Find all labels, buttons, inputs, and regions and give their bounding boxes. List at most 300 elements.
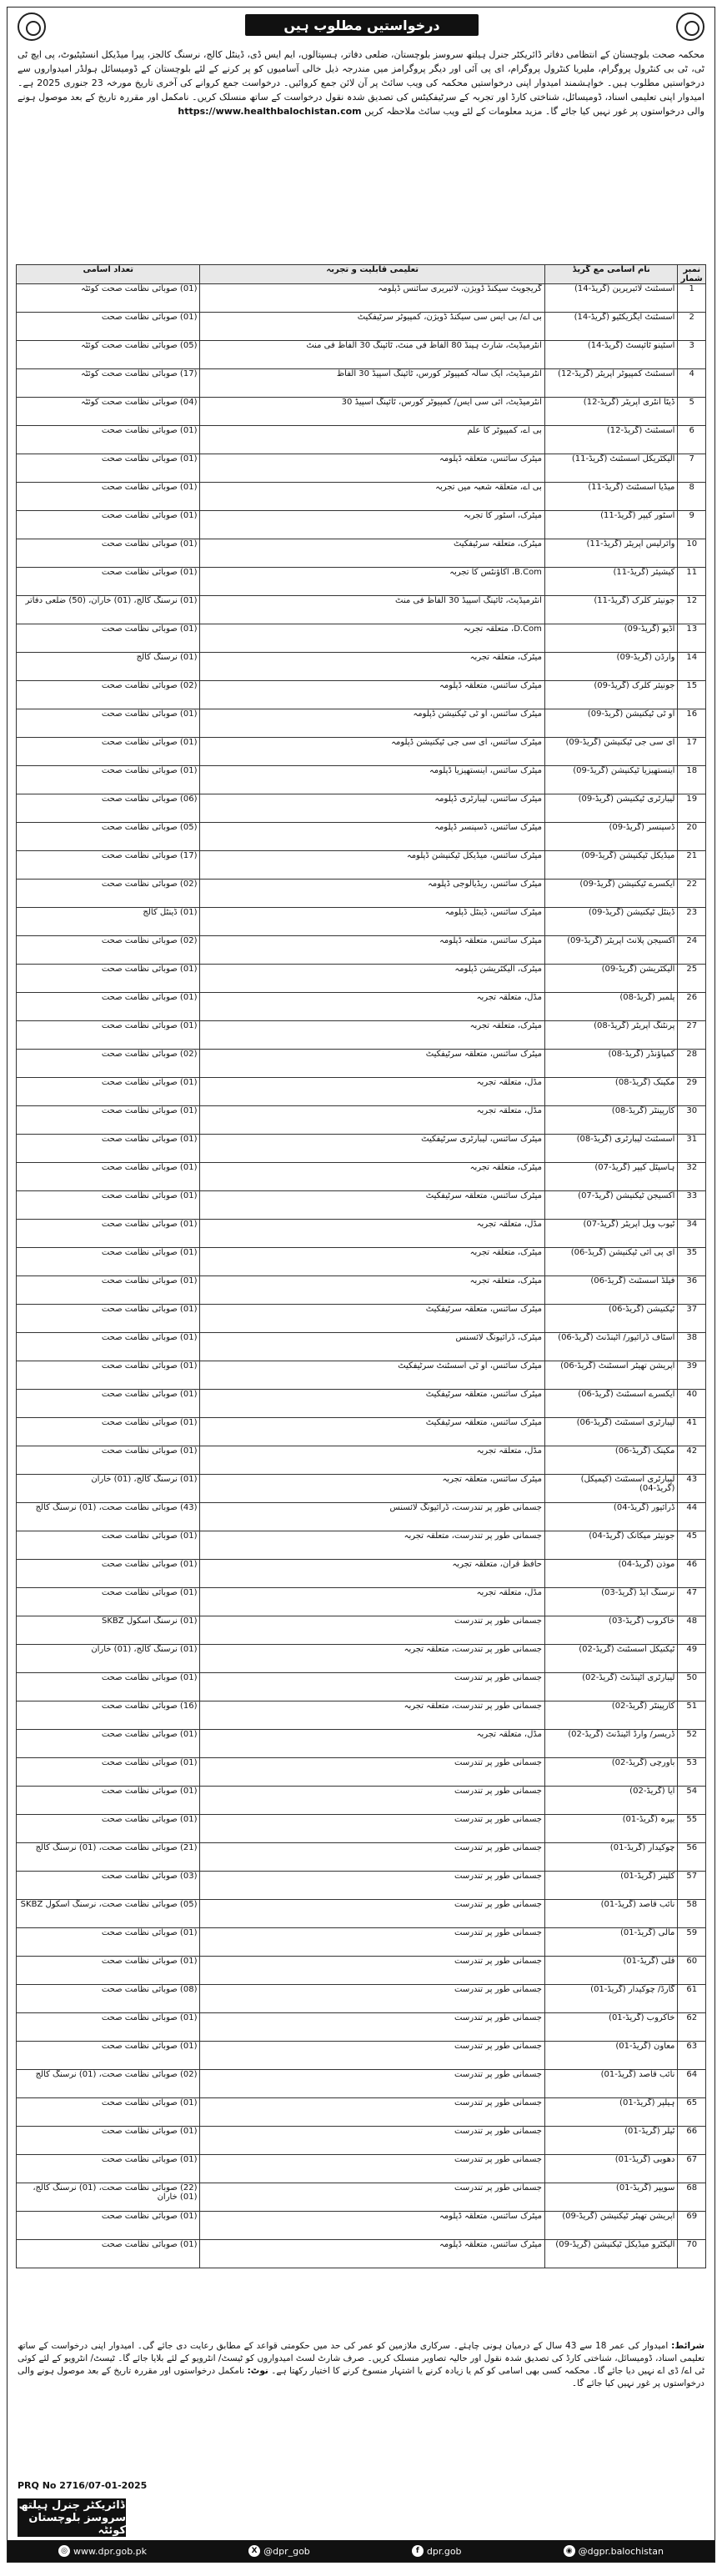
row-qualification: مڈل، متعلقہ تجربہ [200, 1446, 544, 1475]
row-serial: 27 [678, 1021, 706, 1050]
row-seats: (01) صوبائی نظامت صحت [17, 738, 200, 766]
row-qualification: میٹرک سائنس، میڈیکل ٹیکنیشن ڈپلومہ [200, 851, 544, 880]
row-qualification: میٹرک سائنس، متعلقہ سرٹیفکیٹ [200, 1191, 544, 1220]
row-serial: 12 [678, 596, 706, 624]
row-qualification: میٹرک سائنس، متعلقہ سرٹیفکیٹ [200, 1305, 544, 1333]
table-row [17, 1135, 706, 1163]
row-qualification: میٹرک سائنس، لیبارٹری سرٹیفکیٹ [200, 1135, 544, 1163]
row-seats: (01) صوبائی نظامت صحت [17, 624, 200, 653]
row-qualification: جسمانی طور پر تندرست [200, 1985, 544, 2013]
row-qualification: جسمانی طور پر تندرست [200, 2155, 544, 2183]
row-post: الیکٹریشن (گریڈ-09) [544, 965, 677, 993]
row-qualification: میٹرک سائنس، ای سی جی ٹیکنیشن ڈپلومہ [200, 738, 544, 766]
row-post: آپریشن تھیٹر اسسٹنٹ (گریڈ-06) [544, 1361, 677, 1390]
row-seats: (16) صوبائی نظامت صحت [17, 1701, 200, 1730]
table-row [17, 1361, 706, 1390]
social-instagram[interactable] [564, 2545, 664, 2557]
row-post: ای پی آئی ٹیکنیشن (گریڈ-06) [544, 1248, 677, 1276]
table-row [17, 993, 706, 1021]
row-serial: 70 [678, 2240, 706, 2268]
row-post: آپریشن تھیٹر ٹیکنیشن (گریڈ-09) [544, 2212, 677, 2240]
row-seats: (17) صوبائی نظامت صحت کوئٹہ [17, 369, 200, 398]
table-row [17, 2013, 706, 2042]
row-serial: 16 [678, 709, 706, 738]
header [8, 8, 714, 46]
row-qualification: جسمانی طور پر تندرست، متعلقہ تجربہ [200, 1531, 544, 1560]
row-qualification: میٹرک سائنس، اینستھیزیا ڈپلومہ [200, 766, 544, 794]
advertisement-page [7, 7, 715, 2563]
row-seats: (01) نرسنگ کالج [17, 653, 200, 681]
government-emblem-icon [18, 13, 46, 41]
row-qualification: جسمانی طور پر تندرست [200, 1673, 544, 1701]
row-qualification: میٹرک، الیکٹریشن ڈپلومہ [200, 965, 544, 993]
table-row [17, 653, 706, 681]
row-seats: (01) صوبائی نظامت صحت [17, 1560, 200, 1588]
row-post: وارڈن (گریڈ-09) [544, 653, 677, 681]
row-post: نرسنگ ایڈ (گریڈ-03) [544, 1588, 677, 1616]
row-seats: (01) صوبائی نظامت صحت [17, 1106, 200, 1135]
row-serial: 48 [678, 1616, 706, 1645]
row-post: اسسٹنٹ لائبریرین (گریڈ-14) [544, 284, 677, 313]
table-row [17, 1900, 706, 1928]
table-row [17, 624, 706, 653]
table-row [17, 1050, 706, 1078]
row-post: کلینر (گریڈ-01) [544, 1872, 677, 1900]
table-row [17, 596, 706, 624]
row-qualification: میٹرک، متعلقہ تجربہ [200, 1276, 544, 1305]
row-seats: (21) صوبائی نظامت صحت، (01) نرسنگ کالج [17, 1843, 200, 1872]
table-row [17, 1021, 706, 1050]
health-department-emblem-icon [676, 13, 704, 41]
row-post: اسسٹنٹ لیبارٹری (گریڈ-08) [544, 1135, 677, 1163]
row-seats: (01) ڈینٹل کالج [17, 908, 200, 936]
social-bar [8, 2540, 714, 2562]
row-seats: (01) صوبائی نظامت صحت [17, 1446, 200, 1475]
row-seats: (01) صوبائی نظامت صحت [17, 1163, 200, 1191]
table-row [17, 851, 706, 880]
row-serial: 40 [678, 1390, 706, 1418]
row-seats: (01) صوبائی نظامت صحت [17, 454, 200, 483]
table-row [17, 1390, 706, 1418]
row-serial: 28 [678, 1050, 706, 1078]
row-qualification: مڈل، متعلقہ تجربہ [200, 993, 544, 1021]
authority-line-1: ڈائریکٹر جنرل ہیلتھ [18, 2498, 125, 2512]
table-row [17, 341, 706, 369]
row-seats: (01) صوبائی نظامت صحت [17, 1928, 200, 1957]
row-qualification: میٹرک سائنس، متعلقہ ڈپلومہ [200, 2212, 544, 2240]
row-seats: (01) صوبائی نظامت صحت [17, 483, 200, 511]
row-serial: 33 [678, 1191, 706, 1220]
row-serial: 57 [678, 1872, 706, 1900]
row-qualification: میٹرک، اسٹور کا تجربہ [200, 511, 544, 539]
row-post: فیلڈ اسسٹنٹ (گریڈ-06) [544, 1276, 677, 1305]
row-serial: 39 [678, 1361, 706, 1390]
row-post: جونیئر کلرک (گریڈ-11) [544, 596, 677, 624]
table-row [17, 794, 706, 823]
row-post: او ٹی ٹیکنیشن (گریڈ-09) [544, 709, 677, 738]
intro-paragraph [18, 48, 704, 259]
row-seats: (01) صوبائی نظامت صحت [17, 965, 200, 993]
row-post: ڈرائیور (گریڈ-04) [544, 1503, 677, 1531]
table-row [17, 1305, 706, 1333]
row-serial: 61 [678, 1985, 706, 2013]
row-post: نائب قاصد (گریڈ-01) [544, 2070, 677, 2098]
row-serial: 9 [678, 511, 706, 539]
row-post: بیرہ (گریڈ-01) [544, 1815, 677, 1843]
social-instagram-text: @dgpr.balochistan [578, 2545, 664, 2557]
row-qualification: حافظ قرآن، متعلقہ تجربہ [200, 1560, 544, 1588]
row-post: جونیئر کلرک (گریڈ-09) [544, 681, 677, 709]
row-qualification: مڈل، متعلقہ تجربہ [200, 1220, 544, 1248]
row-seats: (17) صوبائی نظامت صحت [17, 851, 200, 880]
social-facebook[interactable] [412, 2545, 462, 2557]
table-row [17, 511, 706, 539]
row-post: مالی (گریڈ-01) [544, 1928, 677, 1957]
table-row [17, 2212, 706, 2240]
header-post: نام اسامی مع گریڈ [544, 265, 677, 284]
row-serial: 18 [678, 766, 706, 794]
row-seats: (01) صوبائی نظامت صحت [17, 1078, 200, 1106]
row-serial: 50 [678, 1673, 706, 1701]
row-qualification: بی اے، کمپیوٹر کا علم [200, 426, 544, 454]
row-serial: 42 [678, 1446, 706, 1475]
table-row [17, 369, 706, 398]
table-row [17, 1333, 706, 1361]
row-seats: (01) صوبائی نظامت صحت [17, 1758, 200, 1787]
row-seats: (01) صوبائی نظامت صحت [17, 1276, 200, 1305]
table-row [17, 313, 706, 341]
row-seats: (01) صوبائی نظامت صحت [17, 568, 200, 596]
row-post: قلی (گریڈ-01) [544, 1957, 677, 1985]
row-serial: 60 [678, 1957, 706, 1985]
row-seats: (01) صوبائی نظامت صحت [17, 539, 200, 568]
table-row [17, 2098, 706, 2127]
row-post: ٹیوب ویل آپریٹر (گریڈ-07) [544, 1220, 677, 1248]
row-qualification: مڈل، متعلقہ تجربہ [200, 1730, 544, 1758]
row-serial: 68 [678, 2183, 706, 2212]
row-qualification: جسمانی طور پر تندرست [200, 2098, 544, 2127]
row-serial: 21 [678, 851, 706, 880]
terms-text: امیدوار کی عمر 18 سے 43 سال کے درمیان ہونی چاہئے۔ سرکاری ملازمین کو عمر کی حد میں حکومتی قواعد کے مطابق رعایت دی جائے گی۔ امیدوار اپنی درخواست کے ساتھ تعلیمی اسناد، ڈومیسائل، شناختی کارڈ کی تصدیق شدہ نقول اور حالیہ تصاویر منسلک کریں۔ صرف شارٹ لسٹ امیدواروں کو ٹیسٹ/ انٹرویو کے لئے بلایا جائے گا۔ ٹیسٹ/ انٹرویو کے لئے کوئی ٹی اے/ ڈی اے نہیں دیا جائے گا۔ محکمہ کسی بھی اسامی کو کم یا زیادہ کرنے یا اشتہار منسوخ کرنے کا اختیار رکھتا ہے۔ [18, 2341, 704, 2376]
row-serial: 63 [678, 2042, 706, 2070]
row-qualification: جسمانی طور پر تندرست [200, 1872, 544, 1900]
row-qualification: جسمانی طور پر تندرست [200, 1758, 544, 1787]
row-serial: 20 [678, 823, 706, 851]
row-post: کیشیئر (گریڈ-11) [544, 568, 677, 596]
row-qualification: میٹرک، ڈرائیونگ لائسنس [200, 1333, 544, 1361]
social-website[interactable] [58, 2545, 147, 2557]
table-row [17, 1248, 706, 1276]
row-qualification: جسمانی طور پر تندرست [200, 1900, 544, 1928]
row-seats: (02) صوبائی نظامت صحت [17, 936, 200, 965]
row-serial: 54 [678, 1787, 706, 1815]
row-seats: (01) صوبائی نظامت صحت [17, 1787, 200, 1815]
row-post: ایکسرے ٹیکنیشن (گریڈ-09) [544, 880, 677, 908]
row-qualification: میٹرک سائنس، او ٹی اسسٹنٹ سرٹیفکیٹ [200, 1361, 544, 1390]
row-qualification: جسمانی طور پر تندرست [200, 2127, 544, 2155]
row-serial: 10 [678, 539, 706, 568]
row-qualification: میٹرک سائنس، لیبارٹری ڈپلومہ [200, 794, 544, 823]
twitter-icon: X [248, 2545, 260, 2557]
row-qualification: میٹرک، متعلقہ تجربہ [200, 1021, 544, 1050]
row-qualification: جسمانی طور پر تندرست [200, 1928, 544, 1957]
table-row [17, 1560, 706, 1588]
row-serial: 1 [678, 284, 706, 313]
terms-heading: شرائط: [671, 2341, 704, 2351]
row-serial: 13 [678, 624, 706, 653]
table-row [17, 709, 706, 738]
row-serial: 44 [678, 1503, 706, 1531]
row-seats: (01) صوبائی نظامت صحت [17, 1673, 200, 1701]
table-row [17, 2183, 706, 2212]
row-seats: (01) صوبائی نظامت صحت [17, 2013, 200, 2042]
social-twitter[interactable] [248, 2545, 310, 2557]
table-row [17, 1503, 706, 1531]
row-post: ہیلپر (گریڈ-01) [544, 2098, 677, 2127]
row-post: ڈینٹل ٹیکنیشن (گریڈ-09) [544, 908, 677, 936]
row-post: ڈیٹا انٹری آپریٹر (گریڈ-12) [544, 398, 677, 426]
row-qualification: جسمانی طور پر تندرست [200, 1787, 544, 1815]
table-row [17, 1078, 706, 1106]
row-serial: 14 [678, 653, 706, 681]
row-post: جونیئر میکانک (گریڈ-04) [544, 1531, 677, 1560]
header-seats: تعداد اسامی [17, 265, 200, 284]
row-serial: 47 [678, 1588, 706, 1616]
row-serial: 17 [678, 738, 706, 766]
row-qualification: جسمانی طور پر تندرست [200, 1843, 544, 1872]
table-row [17, 908, 706, 936]
instagram-icon: ◉ [564, 2545, 575, 2557]
row-qualification: جسمانی طور پر تندرست [200, 2183, 544, 2212]
row-serial: 62 [678, 2013, 706, 2042]
table-row [17, 2127, 706, 2155]
row-qualification: میٹرک سائنس، متعلقہ تجربہ [200, 1475, 544, 1503]
page-title: درخواستیں مطلوب ہیں [245, 14, 479, 36]
row-seats: (05) صوبائی نظامت صحت [17, 823, 200, 851]
terms-section [18, 2340, 704, 2482]
row-serial: 5 [678, 398, 706, 426]
row-seats: (01) صوبائی نظامت صحت [17, 1390, 200, 1418]
row-seats: (01) صوبائی نظامت صحت [17, 1021, 200, 1050]
row-seats: (01) صوبائی نظامت صحت [17, 2042, 200, 2070]
table-row [17, 1928, 706, 1957]
row-seats: (01) صوبائی نظامت صحت [17, 426, 200, 454]
row-serial: 66 [678, 2127, 706, 2155]
row-serial: 6 [678, 426, 706, 454]
table-row [17, 823, 706, 851]
table-header-row [17, 265, 706, 284]
row-post: آڈیو (گریڈ-09) [544, 624, 677, 653]
row-qualification: میٹرک سائنس، متعلقہ ڈپلومہ [200, 681, 544, 709]
table-row [17, 1645, 706, 1673]
issuing-authority [18, 2498, 126, 2537]
website-link[interactable]: https://www.healthbalochistan.com [178, 106, 362, 117]
table-row [17, 483, 706, 511]
row-serial: 49 [678, 1645, 706, 1673]
row-seats: (06) صوبائی نظامت صحت [17, 794, 200, 823]
row-serial: 67 [678, 2155, 706, 2183]
table-row [17, 2042, 706, 2070]
row-post: سویپر (گریڈ-01) [544, 2183, 677, 2212]
row-serial: 4 [678, 369, 706, 398]
row-serial: 41 [678, 1418, 706, 1446]
table-row [17, 2240, 706, 2268]
row-post: الیکٹریکل اسسٹنٹ (گریڈ-11) [544, 454, 677, 483]
row-post: نائب قاصد (گریڈ-01) [544, 1900, 677, 1928]
row-qualification: میٹرک سائنس، متعلقہ ڈپلومہ [200, 936, 544, 965]
table-row [17, 1758, 706, 1787]
row-qualification: انٹرمیڈیٹ، ٹائپنگ اسپیڈ 30 الفاظ فی منٹ [200, 596, 544, 624]
table-row [17, 1843, 706, 1872]
row-qualification: مڈل، متعلقہ تجربہ [200, 1106, 544, 1135]
row-post: اسسٹنٹ (گریڈ-12) [544, 426, 677, 454]
header-serial: نمبر شمار [678, 265, 706, 284]
row-serial: 11 [678, 568, 706, 596]
row-seats: (01) صوبائی نظامت صحت [17, 1361, 200, 1390]
row-seats: (01) نرسنگ کالج، (01) خاران، (50) ضلعی دفاتر [17, 596, 200, 624]
row-post: موذن (گریڈ-04) [544, 1560, 677, 1588]
row-serial: 38 [678, 1333, 706, 1361]
row-post: الیکٹرو میڈیکل ٹیکنیشن (گریڈ-09) [544, 2240, 677, 2268]
row-seats: (01) صوبائی نظامت صحت [17, 1730, 200, 1758]
row-post: کمپاؤنڈر (گریڈ-08) [544, 1050, 677, 1078]
row-seats: (01) نرسنگ کالج، (01) خاران [17, 1645, 200, 1673]
authority-line-2: سروسز بلوچستان کوئٹہ [28, 2511, 126, 2537]
row-post: اسسٹنٹ ایگزیکٹیو (گریڈ-14) [544, 313, 677, 341]
row-post: ٹیلر (گریڈ-01) [544, 2127, 677, 2155]
table-row [17, 1701, 706, 1730]
row-qualification: جسمانی طور پر تندرست [200, 1957, 544, 1985]
row-serial: 31 [678, 1135, 706, 1163]
row-post: اسسٹنٹ کمپیوٹر آپریٹر (گریڈ-12) [544, 369, 677, 398]
table-row [17, 454, 706, 483]
row-seats: (01) صوبائی نظامت صحت [17, 2240, 200, 2268]
row-serial: 29 [678, 1078, 706, 1106]
row-post: اینستھیزیا ٹیکنیشن (گریڈ-09) [544, 766, 677, 794]
row-qualification: میٹرک، متعلقہ تجربہ [200, 1248, 544, 1276]
row-post: کارپینٹر (گریڈ-08) [544, 1106, 677, 1135]
row-qualification: انٹرمیڈیٹ، ایک سالہ کمپیوٹر کورس، ٹائپنگ اسپیڈ 30 الفاظ [200, 369, 544, 398]
table-row [17, 1106, 706, 1135]
row-serial: 36 [678, 1276, 706, 1305]
row-qualification: میٹرک سائنس، ریڈیالوجی ڈپلومہ [200, 880, 544, 908]
row-serial: 43 [678, 1475, 706, 1503]
row-serial: 24 [678, 936, 706, 965]
row-qualification: میٹرک سائنس، ڈسپنسر ڈپلومہ [200, 823, 544, 851]
row-serial: 55 [678, 1815, 706, 1843]
table-row [17, 1957, 706, 1985]
row-qualification: جسمانی طور پر تندرست [200, 2013, 544, 2042]
row-seats: (01) صوبائی نظامت صحت [17, 2155, 200, 2183]
row-serial: 35 [678, 1248, 706, 1276]
row-post: میڈیا اسسٹنٹ (گریڈ-11) [544, 483, 677, 511]
row-seats: (01) صوبائی نظامت صحت [17, 766, 200, 794]
table-row [17, 284, 706, 313]
row-qualification: میٹرک سائنس، متعلقہ ڈپلومہ [200, 454, 544, 483]
row-serial: 56 [678, 1843, 706, 1872]
social-twitter-text: @dpr_gob [263, 2545, 310, 2557]
table-row [17, 1588, 706, 1616]
row-serial: 37 [678, 1305, 706, 1333]
row-post: وائرلیس آپریٹر (گریڈ-11) [544, 539, 677, 568]
table-row [17, 1531, 706, 1560]
row-post: لیبارٹری اسسٹنٹ (گریڈ-06) [544, 1418, 677, 1446]
table-row [17, 1872, 706, 1900]
row-seats: (22) صوبائی نظامت صحت، (01) نرسنگ کالج، (01) خاران [17, 2183, 200, 2212]
row-serial: 58 [678, 1900, 706, 1928]
row-seats: (04) صوبائی نظامت صحت کوئٹہ [17, 398, 200, 426]
row-serial: 32 [678, 1163, 706, 1191]
row-serial: 45 [678, 1531, 706, 1560]
row-seats: (05) صوبائی نظامت صحت کوئٹہ [17, 341, 200, 369]
table-row [17, 1985, 706, 2013]
row-qualification: میٹرک سائنس، او ٹی ٹیکنیشن ڈپلومہ [200, 709, 544, 738]
row-serial: 52 [678, 1730, 706, 1758]
table-row [17, 568, 706, 596]
table-row [17, 766, 706, 794]
row-qualification: میٹرک سائنس، متعلقہ سرٹیفکیٹ [200, 1390, 544, 1418]
row-serial: 64 [678, 2070, 706, 2098]
table-row [17, 398, 706, 426]
row-serial: 46 [678, 1560, 706, 1588]
row-post: معاون (گریڈ-01) [544, 2042, 677, 2070]
row-serial: 26 [678, 993, 706, 1021]
row-post: خاکروب (گریڈ-03) [544, 1616, 677, 1645]
row-post: لیبارٹری اٹینڈنٹ (گریڈ-02) [544, 1673, 677, 1701]
row-qualification: B.Com، اکاؤنٹس کا تجربہ [200, 568, 544, 596]
intro-text: محکمہ صحت بلوچستان کے انتظامی دفاتر ڈائریکٹر جنرل ہیلتھ سروسز بلوچستان، ضلعی دفاتر، ہسپتالوں، ایم ایس ڈی، ڈینٹل کالج، نرسنگ کالجز، پیرا میڈیکل انسٹیٹیوٹ، پی ایچ ٹی ٹی، ٹی بی کنٹرول پروگرام، ملیریا کنٹرول پروگرام، ای پی آئی اور دیگر پروگرامز میں مندرجہ ذیل خالی آسامیوں کو پر کرنے کے لئے بلوچستان کے ڈومیسائل ہولڈر امیدواروں سے درخواستیں مطلوب ہیں۔ خواہشمند امیدوار اپنی درخواستیں محکمہ کی ویب سائٹ پر آن لائن جمع کروائیں۔ درخواست جمع کروانے کی آخری تاریخ مورخہ 23 جنوری 2025 ہے۔ امیدوار اپنی تعلیمی اسناد، ڈومیسائل، شناختی کارڈ اور تجربہ کے سرٹیفکیٹس کی تصدیق شدہ نقول درخواست کے ساتھ منسلک کریں۔ نامکمل اور مقررہ تاریخ کے بعد موصول ہونے والی درخواستوں پر غور نہیں کیا جائے گا۔ مزید معلومات کے لئے ویب سائٹ ملاحظہ کریں [18, 49, 704, 117]
row-seats: (01) صوبائی نظامت صحت [17, 1135, 200, 1163]
row-post: پرنٹنگ آپریٹر (گریڈ-08) [544, 1021, 677, 1050]
row-seats: (02) صوبائی نظامت صحت [17, 880, 200, 908]
table-row [17, 1815, 706, 1843]
row-qualification: جسمانی طور پر تندرست [200, 2042, 544, 2070]
row-seats: (01) صوبائی نظامت صحت [17, 511, 200, 539]
row-seats: (01) صوبائی نظامت صحت [17, 1305, 200, 1333]
row-post: کارپینٹر (گریڈ-02) [544, 1701, 677, 1730]
table-body [17, 284, 706, 2268]
table-row [17, 965, 706, 993]
table-row [17, 1673, 706, 1701]
row-serial: 23 [678, 908, 706, 936]
row-post: ہاسپٹل کیپر (گریڈ-07) [544, 1163, 677, 1191]
row-seats: (01) صوبائی نظامت صحت [17, 1815, 200, 1843]
row-seats: (01) صوبائی نظامت صحت [17, 1191, 200, 1220]
row-qualification: بی اے، متعلقہ شعبہ میں تجربہ [200, 483, 544, 511]
row-seats: (01) صوبائی نظامت صحت [17, 2098, 200, 2127]
row-qualification: جسمانی طور پر تندرست [200, 2070, 544, 2098]
row-qualification: D.Com، متعلقہ تجربہ [200, 624, 544, 653]
row-seats: (01) صوبائی نظامت صحت کوئٹہ [17, 284, 200, 313]
row-post: آکسیجن ٹیکنیشن (گریڈ-07) [544, 1191, 677, 1220]
row-seats: (05) صوبائی نظامت صحت، نرسنگ اسکول SKBZ [17, 1900, 200, 1928]
row-post: میڈیکل ٹیکنیشن (گریڈ-09) [544, 851, 677, 880]
row-seats: (01) نرسنگ اسکول SKBZ [17, 1616, 200, 1645]
row-post: مکینک (گریڈ-06) [544, 1446, 677, 1475]
table-row [17, 1191, 706, 1220]
row-qualification: میٹرک سائنس، ڈینٹل ڈپلومہ [200, 908, 544, 936]
table-row [17, 2155, 706, 2183]
row-post: ڈسپنسر (گریڈ-09) [544, 823, 677, 851]
row-post: خاکروب (گریڈ-01) [544, 2013, 677, 2042]
table-row [17, 1730, 706, 1758]
table-row [17, 1220, 706, 1248]
row-serial: 69 [678, 2212, 706, 2240]
table-row [17, 738, 706, 766]
row-serial: 8 [678, 483, 706, 511]
row-serial: 7 [678, 454, 706, 483]
row-seats: (01) صوبائی نظامت صحت [17, 1418, 200, 1446]
